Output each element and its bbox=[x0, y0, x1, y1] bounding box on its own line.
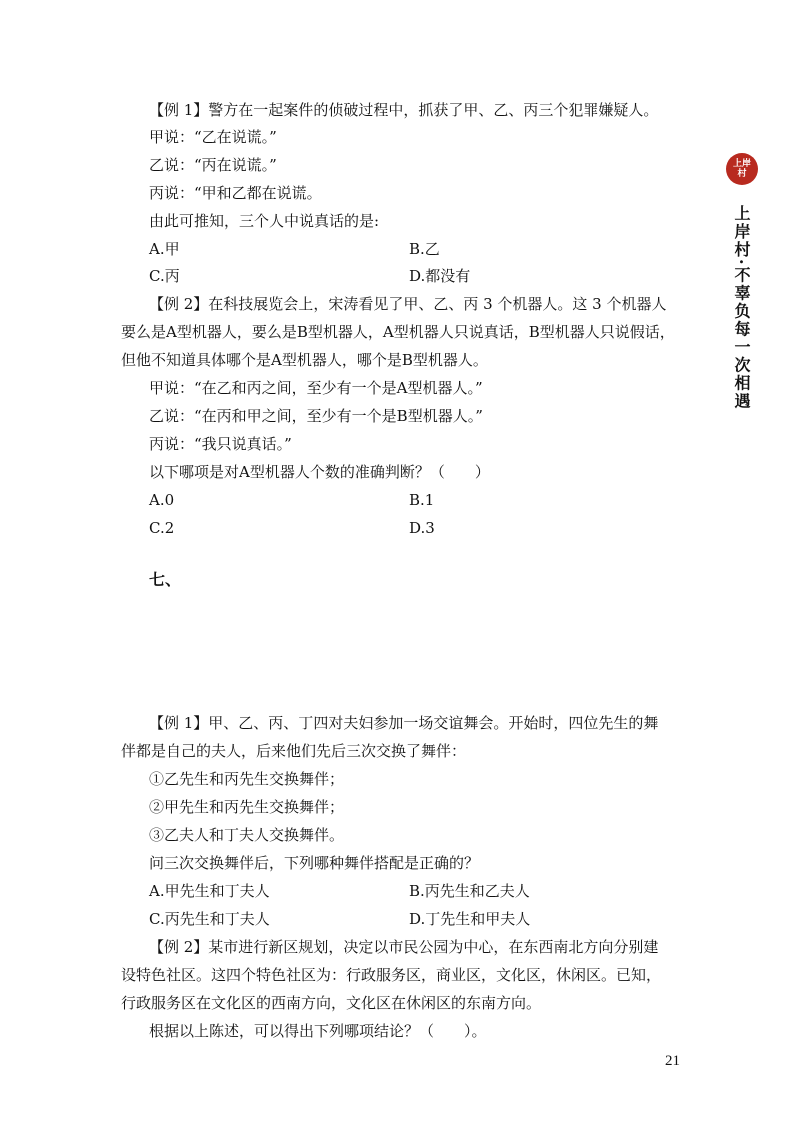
s2-ex1-option-b: B.丙先生和乙夫人 bbox=[409, 882, 530, 900]
s1-ex1-option-d: D.都没有 bbox=[409, 267, 471, 285]
s2-ex1-stem: 【例 1】甲、乙、丙、丁四对夫妇参加一场交谊舞会。开始时，四位先生的舞 bbox=[149, 714, 659, 732]
s1-ex2-line: 丙说：“我只说真话。” bbox=[149, 435, 292, 453]
brand-slogan: 上岸村·不辜负每一次相遇 bbox=[732, 205, 751, 411]
s1-ex1-option-c: C.丙 bbox=[149, 267, 180, 285]
s2-ex1-option-a: A.甲先生和丁夫人 bbox=[149, 882, 270, 900]
s1-ex2-option-b: B.1 bbox=[409, 491, 435, 509]
s2-ex1-question: 问三次交换舞伴后，下列哪种舞伴搭配是正确的？ bbox=[149, 854, 480, 872]
s1-ex1-line: 乙说：“丙在说谎。” bbox=[149, 156, 277, 174]
s2-ex2-stem: 设特色社区。这四个特色社区为：行政服务区，商业区，文化区，休闲区。已知， bbox=[121, 966, 662, 984]
s1-ex2-line: 乙说：“在丙和甲之间，至少有一个是B型机器人。” bbox=[149, 407, 483, 425]
s1-ex1-line: 甲说：“乙在说谎。” bbox=[149, 128, 277, 146]
s1-ex2-option-c: C.2 bbox=[149, 519, 175, 537]
s2-ex1-stem: 伴都是自己的夫人，后来他们先后三次交换了舞伴： bbox=[121, 742, 467, 760]
page-number: 21 bbox=[665, 1053, 680, 1069]
s2-ex1-option-d: D.丁先生和甲夫人 bbox=[409, 910, 531, 928]
brand-seal-text: 上岸村 bbox=[732, 159, 751, 179]
brand-seal-logo bbox=[726, 153, 758, 185]
s2-ex1-step: ②甲先生和丙先生交换舞伴； bbox=[149, 798, 345, 816]
s1-ex2-option-a: A.0 bbox=[149, 491, 175, 509]
s2-ex2-question: 根据以上陈述，可以得出下列哪项结论？（ ）。 bbox=[149, 1022, 487, 1040]
s2-ex1-option-c: C.丙先生和丁夫人 bbox=[149, 910, 270, 928]
s1-ex1-option-a: A.甲 bbox=[149, 240, 180, 258]
s2-ex1-step: ①乙先生和丙先生交换舞伴； bbox=[149, 770, 345, 788]
s1-ex2-stem: 要么是A型机器人，要么是B型机器人，A型机器人只说真话，B型机器人只说假话， bbox=[121, 323, 675, 341]
s1-ex2-stem: 但他不知道具体哪个是A型机器人，哪个是B型机器人。 bbox=[121, 351, 488, 369]
s2-ex2-stem: 行政服务区在文化区的西南方向，文化区在休闲区的东南方向。 bbox=[121, 994, 542, 1012]
s1-ex1-stem: 【例 1】警方在一起案件的侦破过程中，抓获了甲、乙、丙三个犯罪嫌疑人。 bbox=[149, 101, 659, 119]
s1-ex2-stem: 【例 2】在科技展览会上，宋涛看见了甲、乙、丙 3 个机器人。这 3 个机器人 bbox=[149, 295, 667, 313]
s1-ex1-option-b: B.乙 bbox=[409, 240, 440, 258]
s1-ex2-option-d: D.3 bbox=[409, 519, 435, 537]
s2-ex2-stem: 【例 2】某市进行新区规划，决定以市民公园为中心，在东西南北方向分别建 bbox=[149, 938, 659, 956]
s1-ex2-question: 以下哪项是对A型机器人个数的准确判断？（ ） bbox=[149, 463, 490, 481]
section-heading: 七、 bbox=[149, 570, 182, 589]
s1-ex1-line: 丙说：“甲和乙都在说谎。 bbox=[149, 184, 322, 202]
s2-ex1-step: ③乙夫人和丁夫人交换舞伴。 bbox=[149, 826, 345, 844]
s1-ex2-line: 甲说：“在乙和丙之间，至少有一个是A型机器人。” bbox=[149, 379, 483, 397]
s1-ex1-question: 由此可推知，三个人中说真话的是: bbox=[149, 212, 380, 230]
